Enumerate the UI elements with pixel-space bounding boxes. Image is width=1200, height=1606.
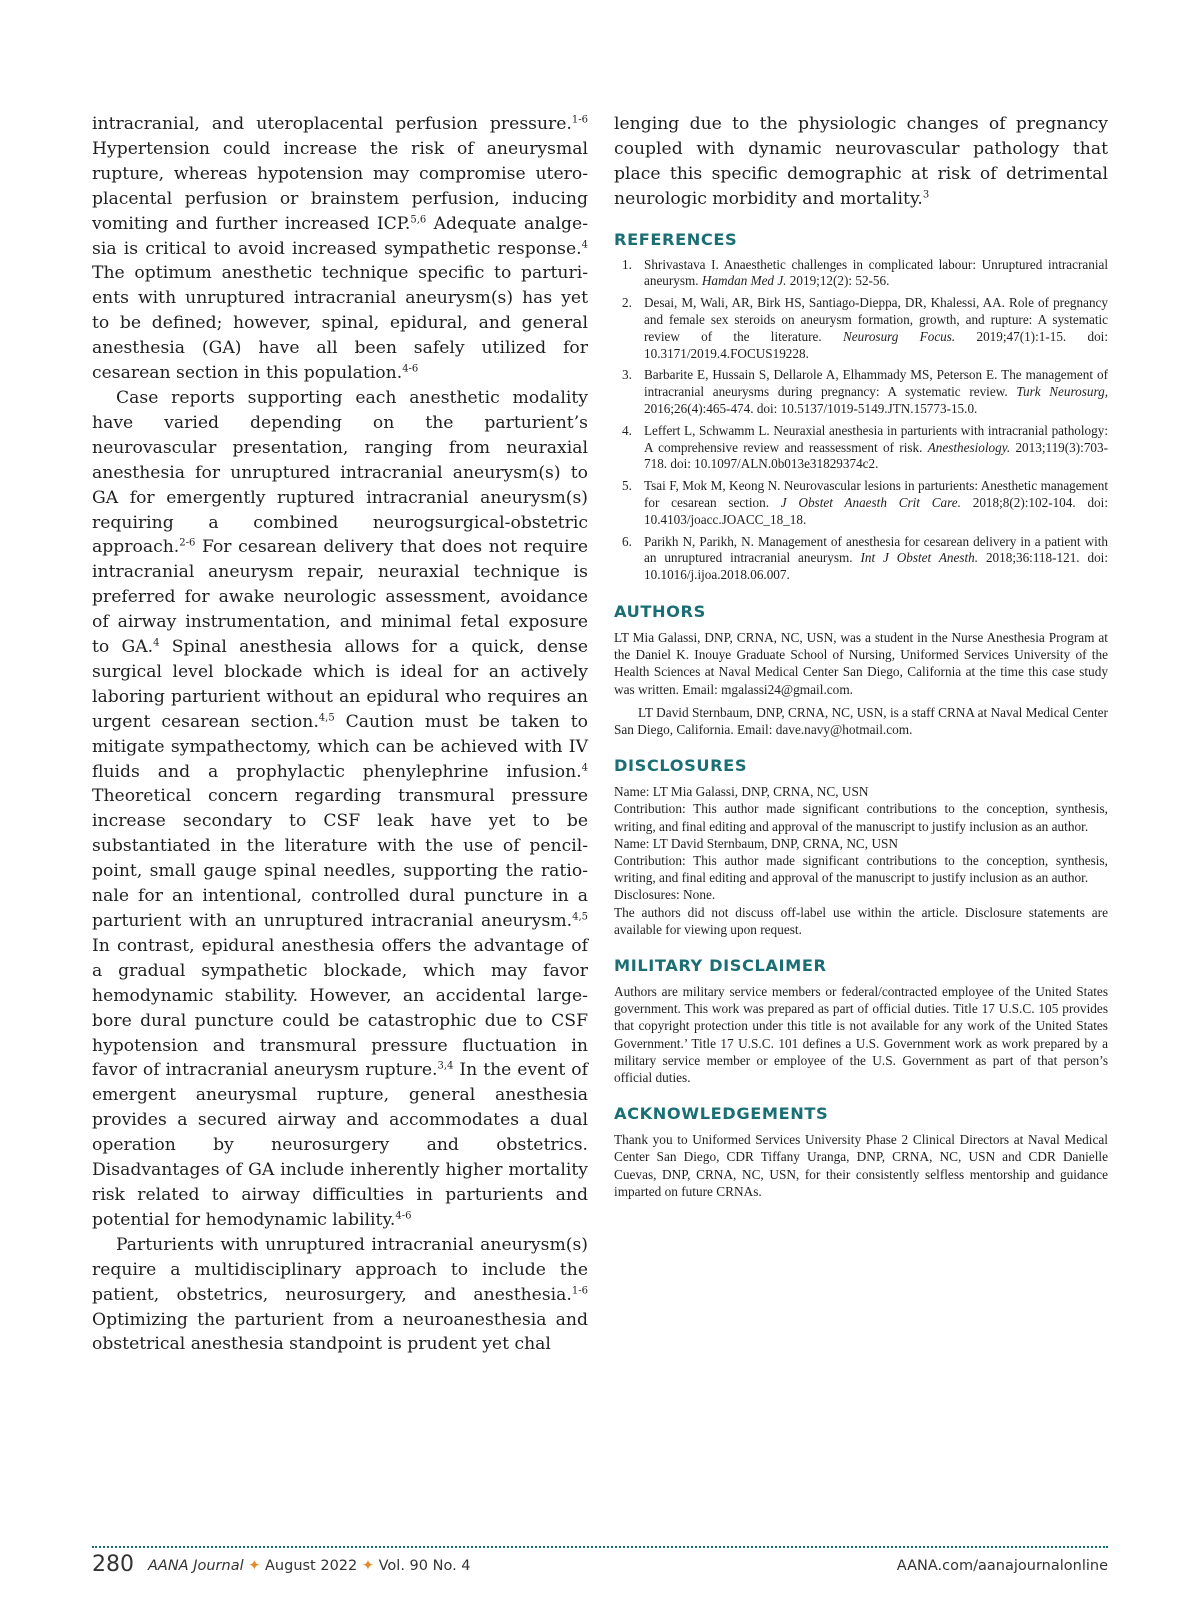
military-disclaimer-section [614,956,1108,1086]
reference-number: 3. [622,367,632,383]
body-paragraph-3: Parturients with unruptured intracranial aneurysm(s) require a multidisciplinary approach to include the patient, obstetrics, neurosurgery, and anesthesia.$^{1-6}$ Optimizing the parturient from a neuroanesthesia and obstetrical anesthesia standpoint is prudent yet chal [92,1234,588,1355]
citation-superscript: 4 [581,761,588,773]
body-paragraph-2: Case reports supporting each anesthetic modality have varied depending on the parturient’s neurovascular presentation, ranging from neuraxial anesthesia for unruptured intracranial aneurysm(s) to GA for emergently ruptured intracranial aneurysm(s) requiring a combined neurogsurgical-obstetric approach.$^{2-6}$ For cesarean delivery that does not require intracranial aneurysm repair, neuraxial technique is preferred for awake neurologic assessment, avoidance of airway instrumentation, and minimal fetal exposure to GA.$^4$ Spinal anesthesia allows for a quick, dense surgical level blockade which is ideal for an actively laboring parturient without an epidural who requires an urgent cesarean section.$^{4,5}$ Caution must be taken to mitigate sympathectomy, which can be achieved with IV fluids and a prophylactic phenylephrine infusion.$^4$ Theoretical concern regarding transmural pressure increase secondary to CSF leak have yet to be substantiated in the literature with the use of pencil-point, small gauge spinal needles, supporting the rationale for an intentional, controlled dural puncture in a parturient with an unruptured intracranial aneurysm.$^{4,5}$ In contrast, epidural anesthesia offers the advantage of a gradual sympathetic blockade, which may favor hemodynamic stability. However, an accidental large-bore dural puncture could be catastrophic due to CSF hypotension and transmural pressure fluctuation in favor of intracranial aneurysm rupture.$^{3,4}$ In the event of emergent aneurysmal rupture, general anesthesia provides a secured airway and accommodates a dual operation by neurosurgery and obstetrics. Disadvantages of GA include inherently higher mortality risk related to airway difficulties in parturients and potential for hemodynamic lability.$^{4-6}$ [92,387,588,1230]
reference-journal: Hamdan Med J. [701,273,787,289]
citation-superscript: 4-6 [402,363,419,375]
reference-number: 5. [622,478,632,494]
citation-superscript: 4,5 [318,712,335,724]
reference-journal: Anesthesiology. [927,439,1011,455]
reference-number: 1. [622,256,632,272]
disclosures-heading: DISCLOSURES [614,756,748,776]
reference-number: 2. [622,295,632,311]
citation-superscript: 3 [922,188,930,200]
disclosure-line: Contribution: This author made significant contributions to the conception, synthesis, writing, and final editing and approval of the manuscript to justify inclusion as an author. [614,853,1108,886]
citation-superscript: 4 [153,637,160,649]
acknowledgements-heading: ACKNOWLEDGEMENTS [614,1104,829,1124]
authors-heading: AUTHORS [614,601,706,621]
disclosures-body [614,783,1108,938]
body-paragraph-continued: lenging due to the physiologic changes of pregnancy coupled with dynamic neurovascular pathology that place this specific demographic at risk of detrimental neurologic morbidity and mortality.$^3$ [614,114,1108,209]
citation-superscript: 1-6 [571,114,588,126]
references-list [614,257,1108,584]
separator-icon: ✦ [361,1558,375,1574]
body-paragraph-1: intracranial, and uteroplacental perfusion pressure.$^{1-6}$ Hypertension could increase the risk of aneurysmal rupture, whereas hypotension may compromise uteroplacental perfusion or brainstem perfusion, inducing vomiting and further increased ICP.$^{5,6}$ Adequate analgesia is critical to avoid increased sympathetic response.$^4$ The optimum anesthetic technique specific to parturients with unruptured intracranial aneurysm(s) has yet to be defined; however, spinal, epidural, and general anesthesia (GA) have all been safely utilized for cesarean section in this population.$^{4-6}$ [92,114,588,384]
citation-superscript: 4,5 [572,911,588,923]
journal-website-link[interactable]: AANA.com/aanajournalonline [896,1558,1108,1574]
references-heading: REFERENCES [614,229,738,249]
journal-citation [148,1558,471,1574]
acknowledgements-text: Thank you to Uniformed Services University Phase 2 Clinical Directors at Naval Medical Center San Diego, CDR Tiffany Uranga, DNP, CRNA, NC, USN and CDR Danielle Cuevas, DNP, CRNA, NC, USN, for their consistently selfless mentorship and guidance imparted on future CRNAs. [614,1132,1108,1199]
reference-item: 6. Parikh N, Parikh, N. Management of anesthesia for cesarean delivery in a patient with an unruptured intracranial aneurysm. Int J Obstet Anesth. 2018;36:118-121. doi: 10.1016/j.ijoa.2018.06.007. [622,533,1108,583]
right-column [614,112,1108,1200]
disclosure-line: Name: LT Mia Galassi, DNP, CRNA, NC, USN [614,784,869,800]
footer-divider [92,1546,1108,1548]
separator-icon: ✦ [248,1558,261,1574]
reference-number: 6. [622,533,632,549]
reference-item: 3. Barbarite E, Hussain S, Dellarole A, Elhammady MS, Peterson E. The management of intracranial aneurysms during pregnancy: A systematic review. Turk Neurosurg, 2016;26(4):465-474. doi: 10.5137/1019-5149.JTN.15773-15.0. [622,367,1108,416]
issue-date: August 2022 [265,1558,358,1574]
reference-item: 1. Shrivastava I. Anaesthetic challenges in complicated labour: Unruptured intracranial aneurysm. Hamdan Med J. 2019;12(2): 52-56. [622,256,1108,289]
left-column [92,112,588,1357]
author-bio-1: LT Mia Galassi, DNP, CRNA, NC, USN, was a student in the Nurse Anesthesia Program at the Daniel K. Inouye Graduate School of Nursing, Uniformed Services University of the Health Sciences at Naval Medical Center San Diego, California at the time this case study was written. Email: mgalassi24@gmail.com. [614,629,1108,697]
citation-superscript: 4 [581,238,588,250]
authors-section [614,602,1108,738]
citation-superscript: 1-6 [571,1284,588,1296]
military-disclaimer-text: Authors are military service members or federal/contracted employee of the United States government. This work was prepared as part of official duties. Title 17 U.S.C. 105 provides that copyright protection under this title is not available for any work of the United States Government.’ Title 17 U.S.C. 101 defines a U.S. Government work as work prepared by a military service member or employee of the U.S. Government as part of that person’s official duties. [614,984,1108,1086]
disclosure-line: The authors did not discuss off-label use within the article. Disclosure statements are available for viewing upon request. [614,904,1108,937]
reference-item: 4. Leffert L, Schwamm L. Neuraxial anesthesia in parturients with intracranial pathology: A comprehensive review and reassessment of risk. Anesthesiology. 2013;119(3):703-718. doi: 10.1097/ALN.0b013e31829374c2. [622,422,1108,472]
reference-journal: Turk Neurosurg, [1016,384,1108,400]
citation-superscript: 2-6 [179,537,196,549]
page-footer [92,1552,1108,1582]
disclosure-line: Contribution: This author made significant contributions to the conception, synthesis, writing, and final editing and approval of the manuscript to justify inclusion as an author. [614,801,1108,834]
reference-journal: Int J Obstet Anesth. [860,550,979,566]
references-section [614,230,1108,584]
military-disclaimer-heading: MILITARY DISCLAIMER [614,956,827,976]
reference-number: 4. [622,422,632,438]
reference-journal: J Obstet Anaesth Crit Care. [780,494,961,510]
disclosure-line: Disclosures: None. [614,887,716,903]
page-number: 280 [92,1552,134,1577]
reference-item: 5. Tsai F, Mok M, Keong N. Neurovascular lesions in parturients: Anesthetic management for cesarean section. J Obstet Anaesth Crit Care. 2018;8(2):102-104. doi: 10.4103/joacc.JOACC_18_18. [622,478,1108,527]
citation-superscript: 4-6 [395,1210,412,1222]
citation-superscript: 5,6 [410,213,427,225]
author-bio-2: LT David Sternbaum, DNP, CRNA, NC, USN, is a staff CRNA at Naval Medical Center San Diego, California. Email: dave.navy@hotmail.com. [614,704,1108,737]
volume-issue: Vol. 90 No. 4 [378,1558,471,1574]
reference-journal: Neurosurg Focus. [842,328,956,344]
journal-name: AANA Journal [148,1558,244,1574]
reference-item: 2. Desai, M, Wali, AR, Birk HS, Santiago-Dieppa, DR, Khalessi, AA. Role of pregnancy and female sex steroids on aneurysm formation, growth, and rupture: A systematic review of the literature. Neurosurg Focus. 2019;47(1):1-15. doi: 10.3171/2019.4.FOCUS19228. [622,295,1108,361]
disclosures-section [614,756,1108,938]
disclosure-line: Name: LT David Sternbaum, DNP, CRNA, NC, USN [614,835,899,851]
citation-superscript: 3,4 [437,1060,454,1072]
acknowledgements-section [614,1104,1108,1200]
